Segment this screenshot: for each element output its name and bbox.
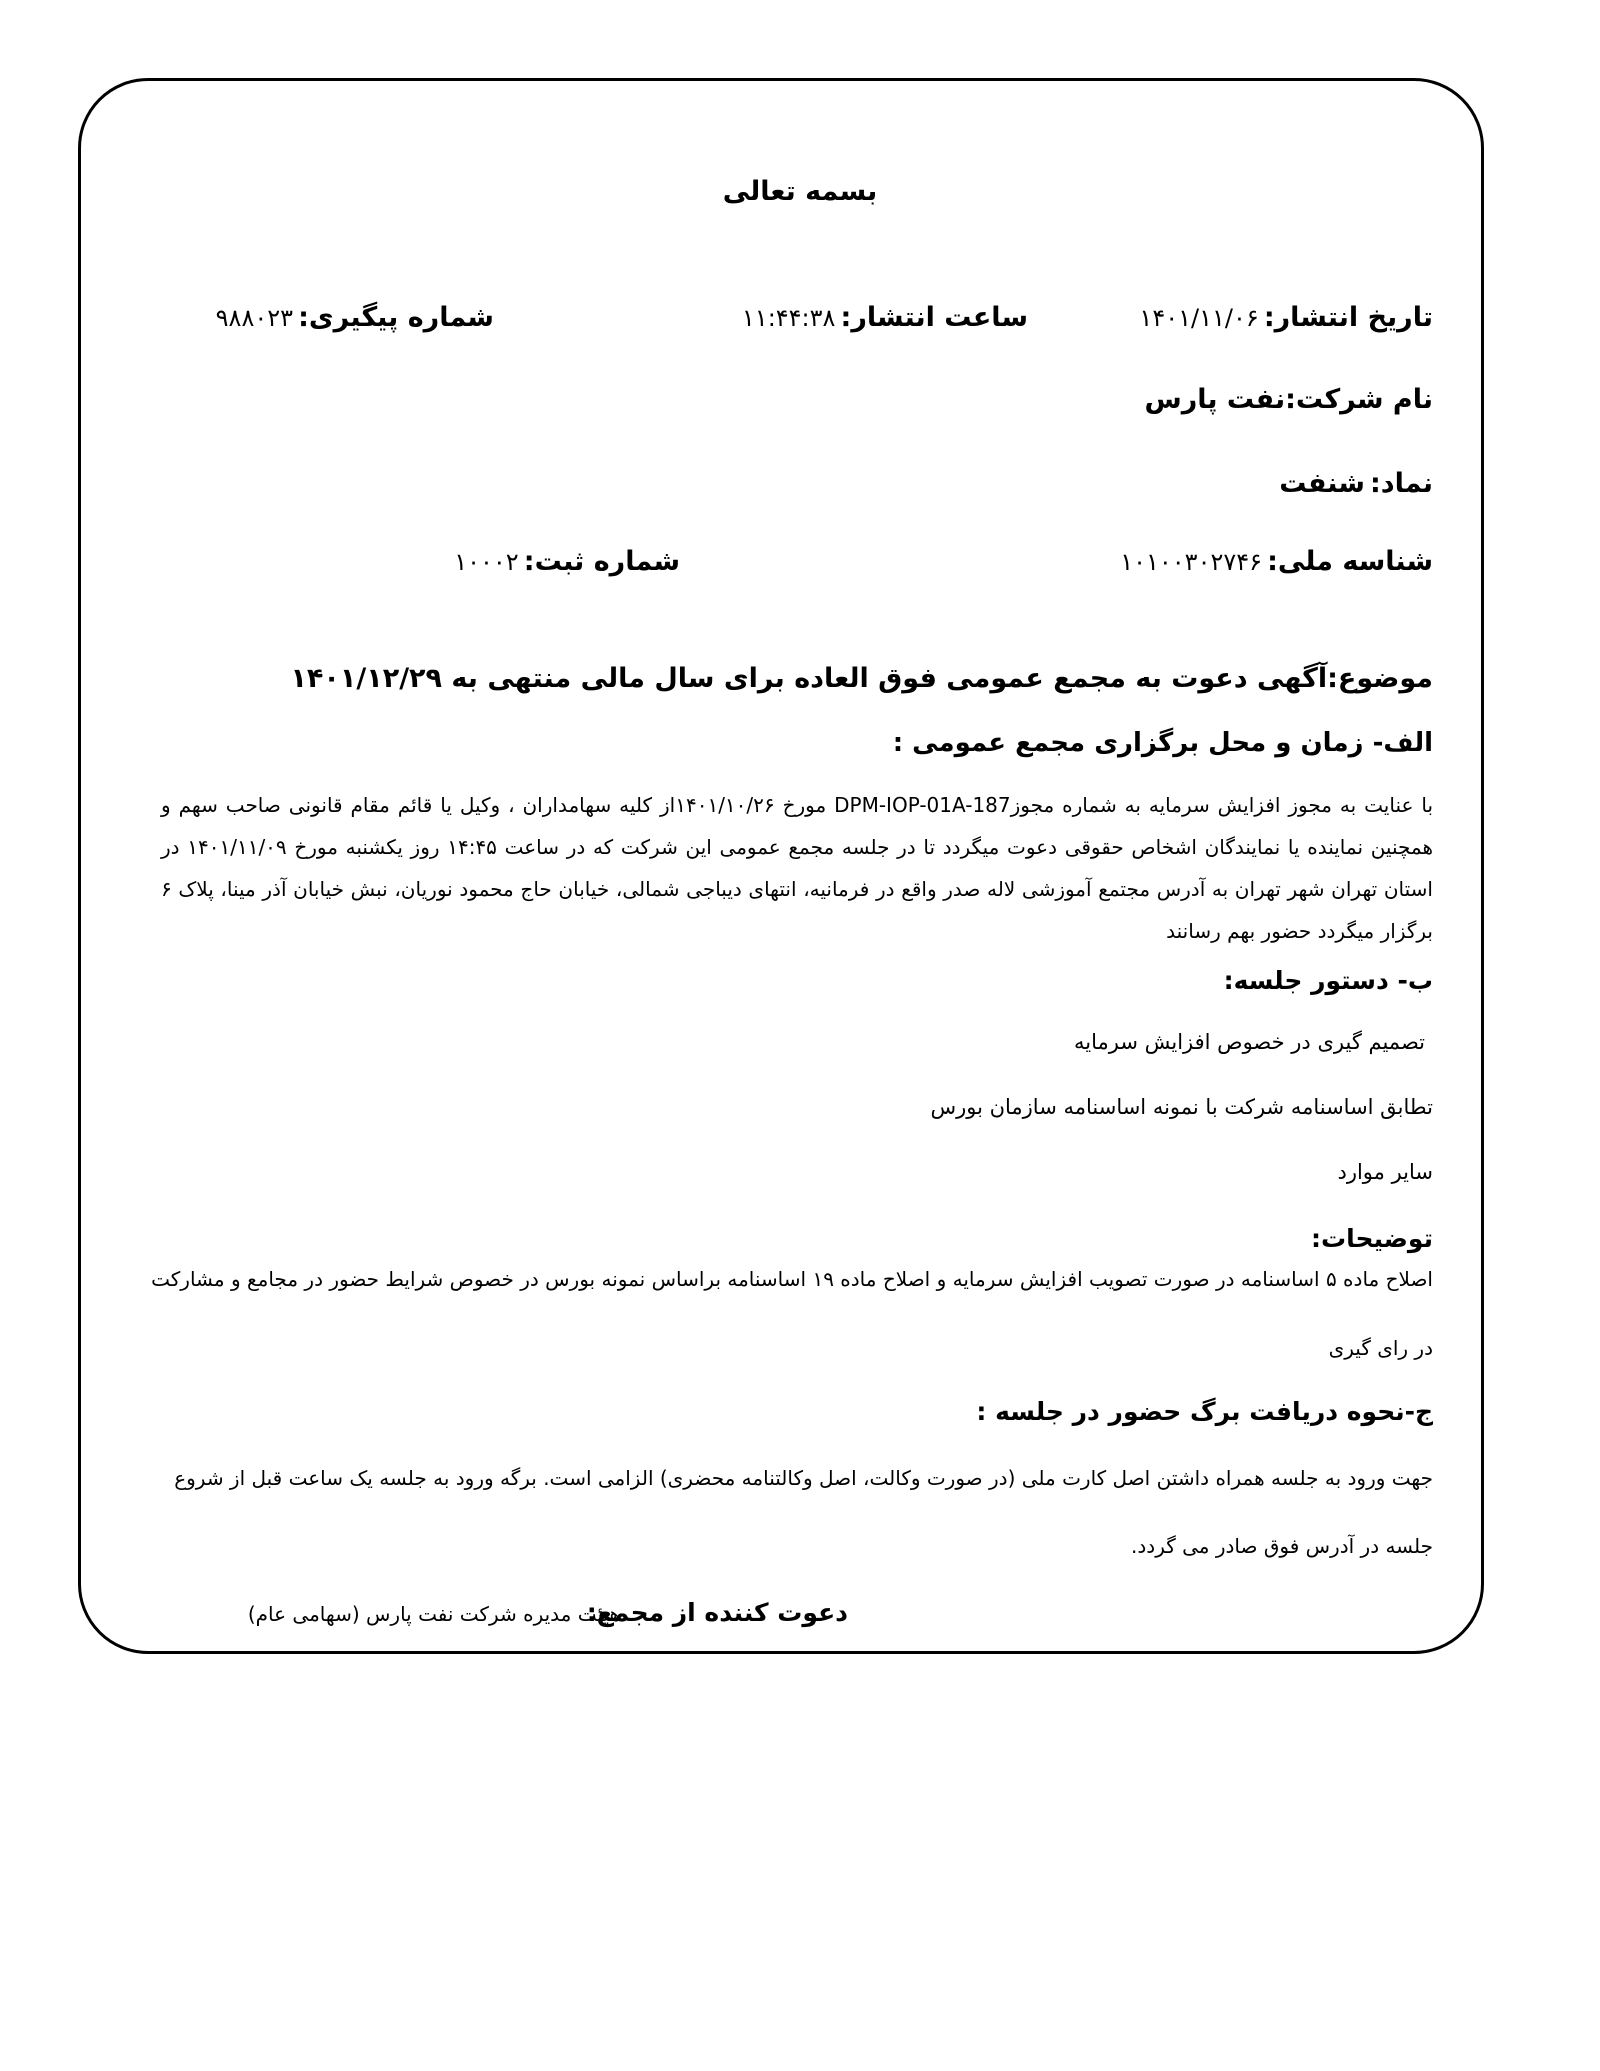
publish-time-field	[742, 302, 1028, 333]
symbol-field	[1279, 468, 1433, 499]
section-a-heading: الف- زمان و محل برگزاری مجمع عمومی :	[892, 728, 1433, 758]
section-c-heading: ج-نحوه دریافت برگ حضور در جلسه :	[976, 1397, 1433, 1426]
agenda-item: سایر موارد	[1337, 1160, 1433, 1184]
publish-date-field	[1139, 302, 1433, 333]
section-b-heading: ب- دستور جلسه:	[1223, 966, 1433, 995]
publish-date-value: ۱۴۰۱/۱۱/۰۶	[1139, 304, 1259, 332]
tracking-number-value: ۹۸۸۰۲۳	[215, 304, 293, 332]
agenda-item: تطابق اساسنامه شرکت با نمونه اساسنامه سازمان بورس	[930, 1095, 1433, 1119]
national-id-value: ۱۰۱۰۰۳۰۲۷۴۶	[1120, 548, 1263, 576]
inviter-label	[587, 1598, 848, 1627]
registration-number-value: ۱۰۰۰۲	[454, 548, 519, 576]
document-title: بسمه تعالی	[722, 176, 878, 207]
publish-time-value: ۱۱:۴۴:۳۸	[741, 304, 836, 332]
agenda-item: تصمیم گیری در خصوص افزایش سرمایه	[1073, 1030, 1425, 1054]
national-id-field	[1120, 546, 1433, 577]
inviter-value: هیئت مدیره شرکت نفت پارس (سهامی عام)	[247, 1602, 620, 1626]
company-name-field	[1144, 384, 1433, 415]
registration-number-label: شماره ثبت:	[523, 546, 680, 577]
notes-text-line: در رای گیری	[1328, 1336, 1433, 1360]
symbol-label: نماد:	[1369, 468, 1433, 499]
subject-line: موضوع:آگهی دعوت به مجمع عمومی فوق العاده برای سال مالی منتهی به ۱۴۰۱/۱۲/۲۹	[290, 663, 1433, 694]
tracking-number-label: شماره پیگیری:	[298, 302, 494, 333]
tracking-number-field	[216, 302, 494, 333]
publish-time-label: ساعت انتشار:	[840, 302, 1028, 333]
notes-heading: توضیحات:	[1311, 1224, 1433, 1253]
company-name-value: نفت پارس	[1144, 384, 1286, 415]
national-id-label: شناسه ملی:	[1267, 546, 1433, 577]
section-c-text-line: جهت ورود به جلسه همراه داشتن اصل کارت ملی (در صورت وکالت، اصل وکالتنامه محضری) الزامی است. برگه ورود به جلسه یک ساعت قبل از شروع	[174, 1466, 1433, 1490]
inviter-label-text: دعوت کننده از مجمع:	[586, 1598, 848, 1627]
registration-number-field	[454, 546, 680, 577]
symbol-value: شنفت	[1279, 468, 1365, 499]
section-c-text-line: جلسه در آدرس فوق صادر می گردد.	[1131, 1534, 1433, 1558]
section-a-body: با عنایت به مجوز افزایش سرمایه به شماره مجوزDPM-IOP-01A-187 مورخ ۱۴۰۱/۱۰/۲۶از کلیه سهامداران ، وکیل یا قائم مقام قانونی صاحب سهم و همچنین نماینده یا نمایندگان اشخاص حقوقی دعوت میگردد تا در جلسه مجمع عمومی این شرکت که در ساعت ۱۴:۴۵ روز یکشنبه مورخ ۱۴۰۱/۱۱/۰۹ در استان تهران شهر تهران به آدرس مجتمع آموزشی لاله صدر واقع در فرمانیه، انتهای دیباجی شمالی، خیابان حاج محمود نوریان، نبش خیابان آذر مینا، پلاک ۶ برگزار میگردد حضور بهم رسانند	[161, 793, 1434, 943]
publish-date-label: تاریخ انتشار:	[1263, 302, 1433, 333]
notes-text-line: اصلاح ماده ۵ اساسنامه در صورت تصویب افزایش سرمایه و اصلاح ماده ۱۹ اساسنامه براساس نمونه بورس در خصوص شرایط حضور در مجامع و مشارکت	[151, 1267, 1433, 1291]
company-name-label: نام شرکت:	[1285, 384, 1433, 415]
